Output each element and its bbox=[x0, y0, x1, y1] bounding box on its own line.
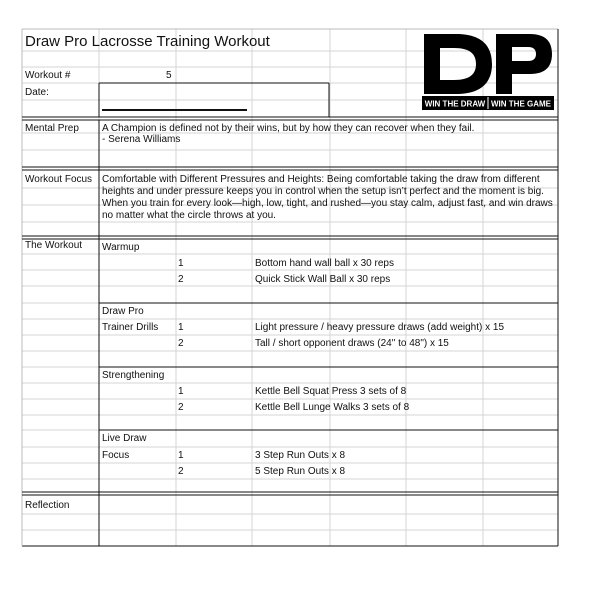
exercise-number: 1 bbox=[178, 386, 184, 397]
the-workout-label: The Workout bbox=[25, 240, 83, 251]
dp-logo-icon bbox=[422, 32, 554, 110]
mental-prep-author: - Serena Williams bbox=[102, 134, 181, 145]
workout-focus-text: Comfortable with Different Pressures and Heights: Being comfortable taking the draw from different heights and under pressure keeps you in control when the setup isn’t perfect and the moment is big. When you train for every look—high, low, tight, and rushed—you stay calm, adjust fast, and win draws no matter what the circle throws at you. bbox=[102, 174, 553, 221]
section-title: Focus bbox=[102, 450, 130, 461]
draw-pro-logo bbox=[422, 32, 554, 110]
exercise-number: 2 bbox=[178, 274, 184, 285]
exercise-text: 3 Step Run Outs x 8 bbox=[255, 450, 346, 461]
exercise-text: Kettle Bell Lunge Walks 3 sets of 8 bbox=[255, 402, 410, 413]
section-title: Live Draw bbox=[102, 433, 147, 444]
reflection-label: Reflection bbox=[25, 500, 70, 511]
page-title: Draw Pro Lacrosse Training Workout bbox=[25, 33, 270, 50]
exercise-number: 2 bbox=[178, 338, 184, 349]
exercise-text: Kettle Bell Squat Press 3 sets of 8 bbox=[255, 386, 407, 397]
section-title: Trainer Drills bbox=[102, 322, 159, 333]
section-title: Strengthening bbox=[102, 370, 165, 381]
exercise-number: 1 bbox=[178, 322, 184, 333]
section-title: Warmup bbox=[102, 242, 140, 253]
workout-number-label: Workout # bbox=[25, 70, 71, 81]
exercise-number: 2 bbox=[178, 402, 184, 413]
section-title: Draw Pro bbox=[102, 306, 144, 317]
workout-focus-label: Workout Focus bbox=[25, 174, 93, 185]
exercise-number: 2 bbox=[178, 466, 184, 477]
exercise-text: Light pressure / heavy pressure draws (add weight) x 15 bbox=[255, 322, 505, 333]
exercise-text: Quick Stick Wall Ball x 30 reps bbox=[255, 274, 391, 285]
logo-tagline-right: WIN THE GAME bbox=[491, 99, 551, 109]
exercise-text: Tall / short opponent draws (24" to 48") x 15 bbox=[255, 338, 449, 349]
mental-prep-quote: A Champion is defined not by their wins, but by how they can recover when they fail. bbox=[102, 123, 475, 134]
exercise-text: Bottom hand wall ball x 30 reps bbox=[255, 258, 394, 269]
exercise-text: 5 Step Run Outs x 8 bbox=[255, 466, 346, 477]
exercise-number: 1 bbox=[178, 450, 184, 461]
mental-prep-label: Mental Prep bbox=[25, 123, 79, 134]
exercise-number: 1 bbox=[178, 258, 184, 269]
date-label: Date: bbox=[25, 87, 49, 98]
workout-number-value[interactable]: 5 bbox=[166, 70, 172, 81]
logo-tagline-left: WIN THE DRAW bbox=[424, 99, 486, 109]
